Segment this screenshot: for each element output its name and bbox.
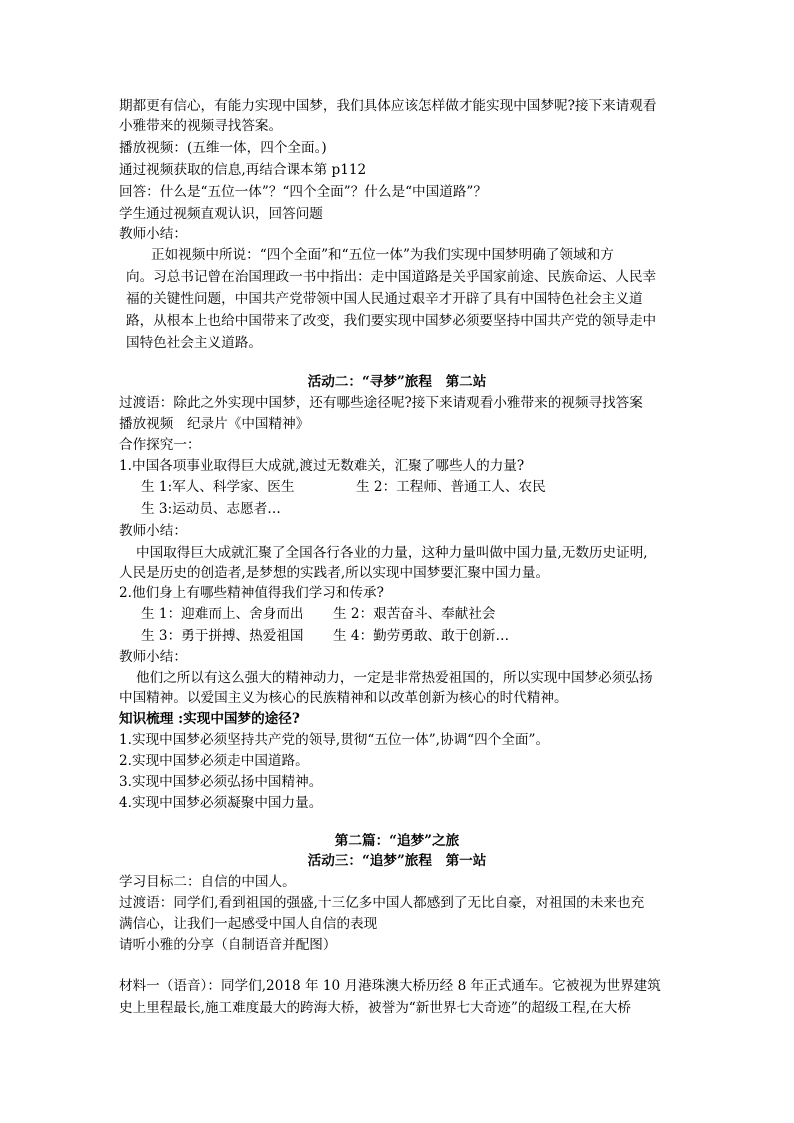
text-line: 史上里程最长,施工难度最大的跨海大桥，被誉为“新世界七大奇迹”的超级工程,在大桥 — [119, 1000, 631, 1016]
text-line: 教师小结： — [119, 649, 187, 665]
text-line: 正如视频中所说：“四个全面”和“五位一体”为我们实现中国梦明确了领域和方 — [151, 247, 614, 263]
section-heading: 活动三：“追梦”旅程 第一站 — [307, 853, 487, 869]
text-line: 3.实现中国梦必须弘扬中国精神。 — [119, 774, 323, 790]
text-line: 路，从根本上也给中国带来了改变，我们要实现中国梦必须要坚持中国共产党的领导走中 — [126, 313, 657, 329]
text-line: 过渡语：同学们,看到祖国的强盛,十三亿多中国人都感到了无比自豪，对祖国的未来也充 — [119, 895, 645, 911]
text-line: 播放视频 纪录片《中国精神》 — [119, 416, 310, 432]
text-line: 材料一（语音）：同学们,2018 年 10 月港珠澳大桥历经 8 年正式通车。它被视为世界建筑 — [119, 978, 661, 994]
text-line: 播放视频：(五维一体，四个全面。) — [119, 140, 327, 156]
text-line: 2.他们身上有哪些精神值得我们学习和传承? — [119, 585, 384, 601]
text-line: 福的关键性问题，中国共产党带领中国人民通过艰辛才开辟了具有中国特色社会主义道 — [126, 291, 643, 307]
text-line: 生 3：勇于拼搏、热爱祖国 — [141, 628, 304, 644]
text-line: 中国精神。以爱国主义为核心的民族精神和以改革创新为核心的时代精神。 — [119, 690, 568, 706]
text-line: 生 3:运动员、志愿者… — [141, 501, 281, 517]
text-line: 生 1：迎难而上、舍身而出 — [141, 606, 304, 622]
text-line: 生 2：工程师、普通工人、农民 — [356, 479, 546, 495]
text-line: 合作探究一： — [119, 437, 201, 453]
text-line: 小雅带来的视频寻找答案。 — [119, 118, 283, 134]
text-line: 向。习总书记曾在治国理政一书中指出：走中国道路是关乎国家前途、民族命运、人民幸 — [126, 269, 657, 285]
text-line: 2.实现中国梦必须走中国道路。 — [119, 753, 309, 769]
text-line: 教师小结： — [119, 226, 187, 242]
text-line: 过渡语：除此之外实现中国梦，还有哪些途径呢?接下来请观看小雅带来的视频寻找答案 — [119, 395, 643, 411]
text-line: 学习目标二：自信的中国人。 — [119, 874, 296, 890]
text-line: 1.中国各项事业取得巨大成就,渡过无数难关，汇聚了哪些人的力量? — [119, 458, 525, 474]
text-line: 生 2：艰苦奋斗、奉献社会 — [333, 606, 496, 622]
text-line: 回答：什么是“五位一体”？“四个全面”？什么是“中国道路”？ — [119, 184, 487, 200]
text-line: 人民是历史的创造者,是梦想的实践者,所以实现中国梦要汇聚中国力量。 — [119, 565, 550, 581]
text-line: 1.实现中国梦必须坚持共产党的领导,贯彻“五位一体”,协调“四个全面”。 — [119, 732, 550, 748]
knowledge-heading: 知识梳理 :实现中国梦的途径? — [119, 711, 300, 727]
text-line: 他们之所以有这么强大的精神动力，一定是非常热爱祖国的，所以实现中国梦必须弘扬 — [136, 670, 653, 686]
text-line: 4.实现中国梦必须凝聚中国力量。 — [119, 795, 323, 811]
text-line: 通过视频获取的信息,再结合课本第 p112 — [119, 162, 367, 178]
text-line: 教师小结： — [119, 523, 187, 539]
text-line: 生 4：勤劳勇敢、敢于创新… — [333, 628, 510, 644]
text-line: 中国取得巨大成就汇聚了全国各行各业的力量，这种力量叫做中国力量,无数历史证明, — [136, 545, 648, 561]
text-line: 期都更有信心，有能力实现中国梦，我们具体应该怎样做才能实现中国梦呢?接下来请观看 — [119, 98, 657, 114]
text-line: 学生通过视频直观认识，回答问题 — [119, 206, 323, 222]
text-line: 满信心，让我们一起感受中国人自信的表现 — [119, 916, 378, 932]
text-line: 生 1:军人、科学家、医生 — [141, 479, 295, 495]
text-line: 请听小雅的分享（自制语音并配图） — [119, 937, 337, 953]
text-line: 国特色社会主义道路。 — [126, 335, 262, 351]
section-heading: 活动二：“寻梦”旅程 第二站 — [307, 374, 487, 390]
part-heading: 第二篇：“追梦”之旅 — [334, 833, 460, 849]
